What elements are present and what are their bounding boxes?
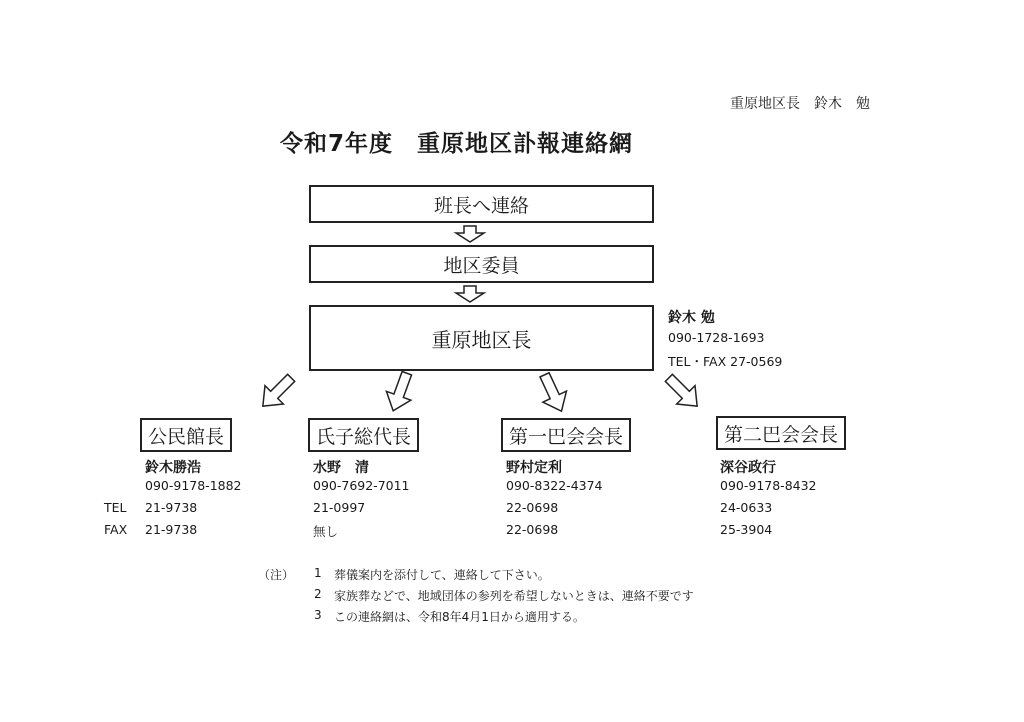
flow-box-label: 班長へ連絡 bbox=[433, 194, 529, 217]
role-box-daiichi bbox=[501, 418, 631, 452]
page-title: 令和7年度 重原地区訃報連絡網 bbox=[280, 131, 634, 157]
contact-name: 野村定利 bbox=[506, 460, 562, 476]
down-arrow-icon bbox=[456, 286, 484, 302]
chief-mobile: 090-1728-1693 bbox=[668, 330, 765, 345]
diagonal-arrow-icon bbox=[381, 369, 419, 415]
note-text: 家族葬などで、地域団体の参列を希望しないときは、連絡不要です bbox=[334, 589, 694, 603]
contact-mobile: 090-9178-1882 bbox=[145, 478, 242, 493]
role-box-kominkan bbox=[140, 418, 232, 452]
chief-telfax: TEL・FAX 27-0569 bbox=[668, 354, 783, 369]
author-line: 重原地区長 鈴木 勉 bbox=[730, 96, 870, 112]
role-label: 第一巴会会長 bbox=[509, 425, 624, 448]
fax-row-label: FAX bbox=[104, 522, 128, 537]
chief-name: 鈴木 勉 bbox=[668, 310, 715, 326]
contact-tel: 22-0698 bbox=[506, 500, 559, 515]
flow-box-label: 地区委員 bbox=[443, 254, 520, 277]
notes-label: （注） bbox=[258, 568, 295, 582]
contact-tel: 21-0997 bbox=[313, 500, 366, 515]
role-label: 第二巴会会長 bbox=[724, 423, 839, 446]
contact-mobile: 090-9178-8432 bbox=[720, 478, 817, 493]
note-number: 2 bbox=[314, 587, 322, 601]
diagonal-arrow-icon bbox=[660, 369, 707, 416]
contact-fax: 25-3904 bbox=[720, 522, 773, 537]
diagonal-arrow-icon bbox=[254, 369, 301, 416]
note-number: 3 bbox=[314, 608, 322, 622]
flow-box-label: 重原地区長 bbox=[431, 327, 532, 352]
note-text: 葬儀案内を添付して、連絡して下さい。 bbox=[334, 568, 550, 582]
contact-mobile: 090-7692-7011 bbox=[313, 478, 410, 493]
down-arrow-icon bbox=[456, 226, 484, 242]
contact-tel: 21-9738 bbox=[145, 500, 198, 515]
contact-tel: 24-0633 bbox=[720, 500, 773, 515]
contact-fax: 21-9738 bbox=[145, 522, 198, 537]
contact-name: 深谷政行 bbox=[720, 460, 776, 476]
contact-mobile: 090-8322-4374 bbox=[506, 478, 603, 493]
role-box-ujiko bbox=[308, 418, 419, 452]
note-text: この連絡網は、令和8年4月1日から適用する。 bbox=[334, 610, 585, 624]
role-label: 公民館長 bbox=[148, 425, 225, 448]
contact-fax: 22-0698 bbox=[506, 522, 559, 537]
contact-name: 水野 清 bbox=[313, 460, 369, 476]
contact-fax: 無し bbox=[313, 524, 339, 539]
note-number: 1 bbox=[314, 566, 322, 580]
role-box-daini bbox=[716, 416, 846, 450]
role-label: 氏子総代長 bbox=[316, 425, 412, 448]
tel-row-label: TEL bbox=[104, 500, 127, 515]
contact-name: 鈴木勝浩 bbox=[145, 460, 201, 476]
diagonal-arrow-icon bbox=[533, 369, 573, 416]
